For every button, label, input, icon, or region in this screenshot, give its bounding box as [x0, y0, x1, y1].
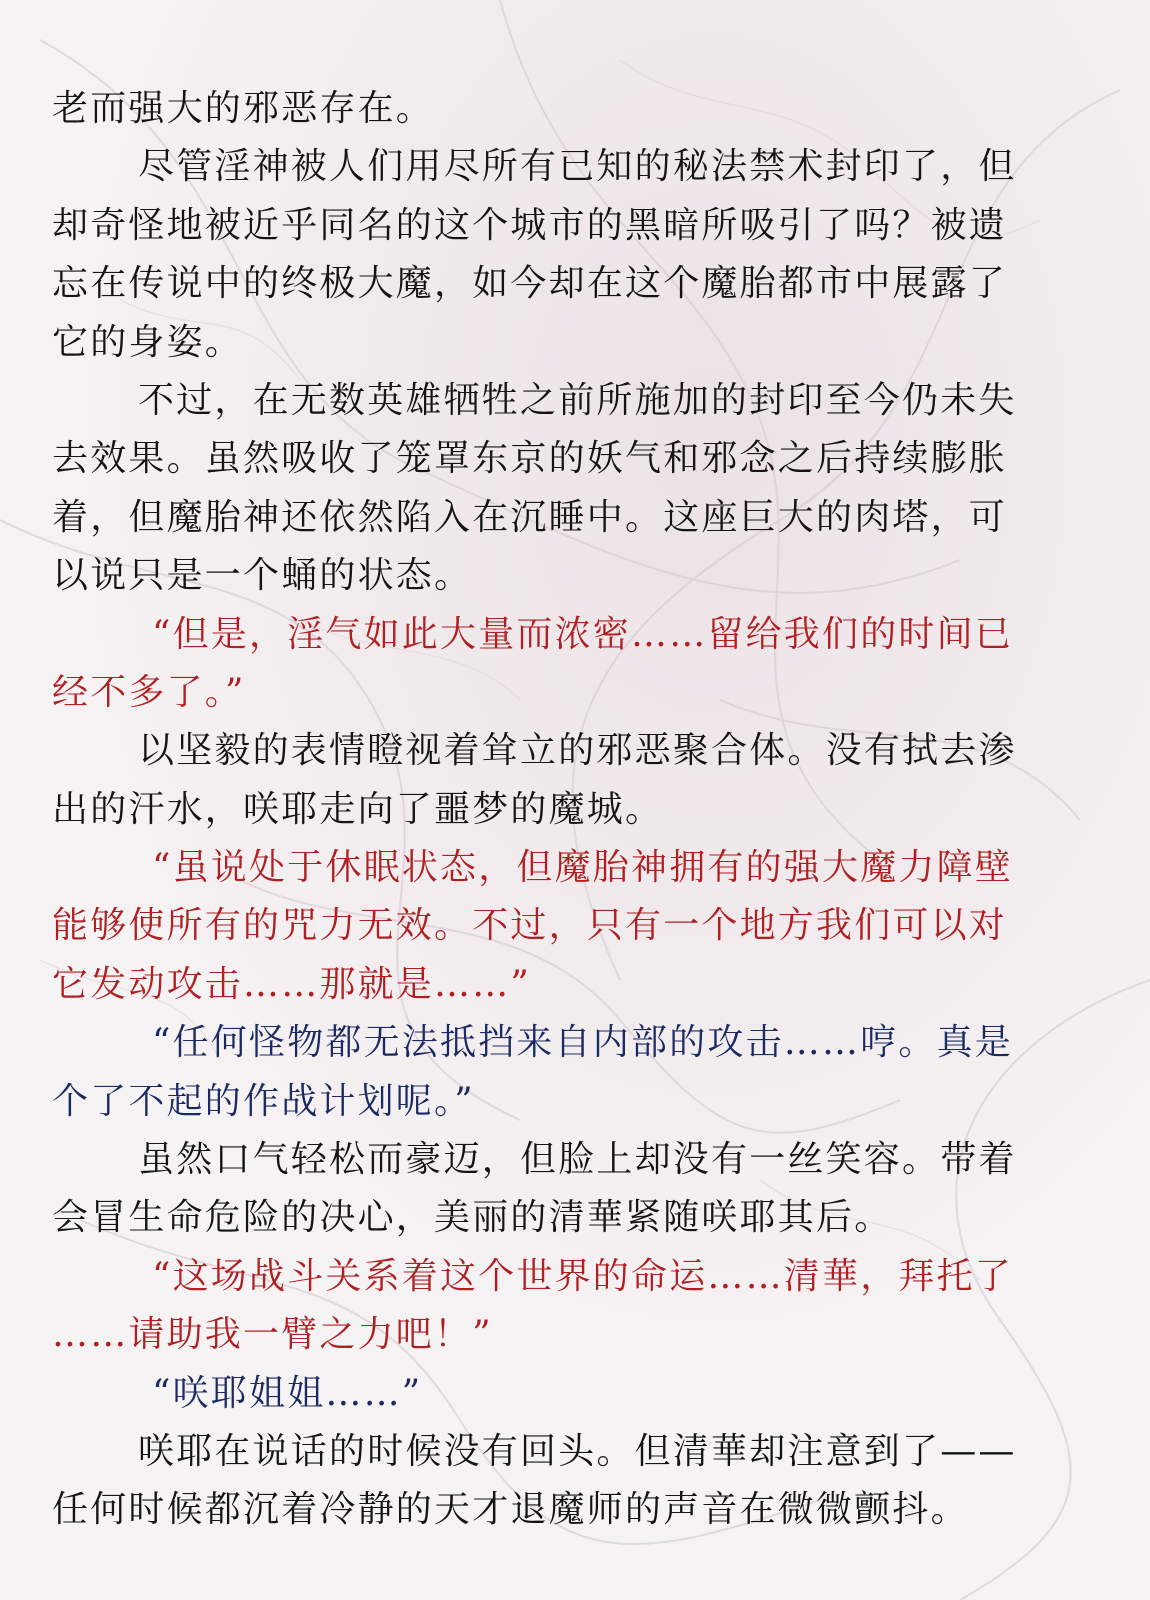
text-line: 忘在传说中的终极大魔，如今却在这个魔胎都市中展露了 [52, 263, 1008, 305]
text-page [52, 80, 1104, 1540]
text-line: 却奇怪地被近乎同名的这个城市的黑暗所吸引了吗？被遗 [52, 204, 1008, 246]
text-line: 会冒生命危险的决心，美丽的清華紧随咲耶其后。 [52, 1197, 893, 1239]
text-line: 任何时候都沉着冷静的天才退魔师的声音在微微颤抖。 [52, 1489, 969, 1531]
dialogue-line-red: “这场战斗关系着这个世界的命运……清華，拜托了 [152, 1255, 1014, 1297]
dialogue-line-red: “虽说处于休眠状态，但魔胎神拥有的强大魔力障壁 [152, 847, 1014, 889]
dialogue-line-red: “但是，淫气如此大量而浓密……留给我们的时间已 [152, 613, 1014, 655]
text-line: 虽然口气轻松而豪迈，但脸上却没有一丝笑容。带着 [138, 1139, 1017, 1181]
dialogue-line-blue: “咲耶姐姐……” [152, 1372, 423, 1414]
dialogue-line-red: ……请助我一臂之力吧！” [52, 1314, 493, 1356]
text-line: 咲耶在说话的时候没有回头。但清華却注意到了—— [138, 1430, 1017, 1472]
text-line: 去效果。虽然吸收了笼罩东京的妖气和邪念之后持续膨胀 [52, 438, 1008, 480]
dialogue-line-red: 它发动攻击……那就是……” [52, 963, 532, 1005]
dialogue-line-blue: 个了不起的作战计划呢。” [52, 1080, 475, 1122]
dialogue-line-blue: “任何怪物都无法抵挡来自内部的攻击……哼。真是 [152, 1022, 1014, 1064]
text-line: 出的汗水，咲耶走向了噩梦的魔城。 [52, 788, 664, 830]
dialogue-line-red: 经不多了。” [52, 671, 246, 713]
text-line: 着，但魔胎神还依然陷入在沉睡中。这座巨大的肉塔，可 [52, 496, 1008, 538]
text-line: 以坚毅的表情瞪视着耸立的邪恶聚合体。没有拭去渗 [138, 730, 1017, 772]
text-line: 老而强大的邪恶存在。 [52, 88, 435, 129]
text-line: 不过，在无数英雄牺牲之前所施加的封印至今仍未失 [138, 379, 1017, 421]
text-line: 以说只是一个蛹的状态。 [52, 555, 473, 597]
text-line: 它的身姿。 [52, 321, 244, 363]
text-line: 尽管淫神被人们用尽所有已知的秘法禁术封印了，但 [138, 146, 1017, 188]
dialogue-line-red: 能够使所有的咒力无效。不过，只有一个地方我们可以对 [52, 905, 1008, 947]
